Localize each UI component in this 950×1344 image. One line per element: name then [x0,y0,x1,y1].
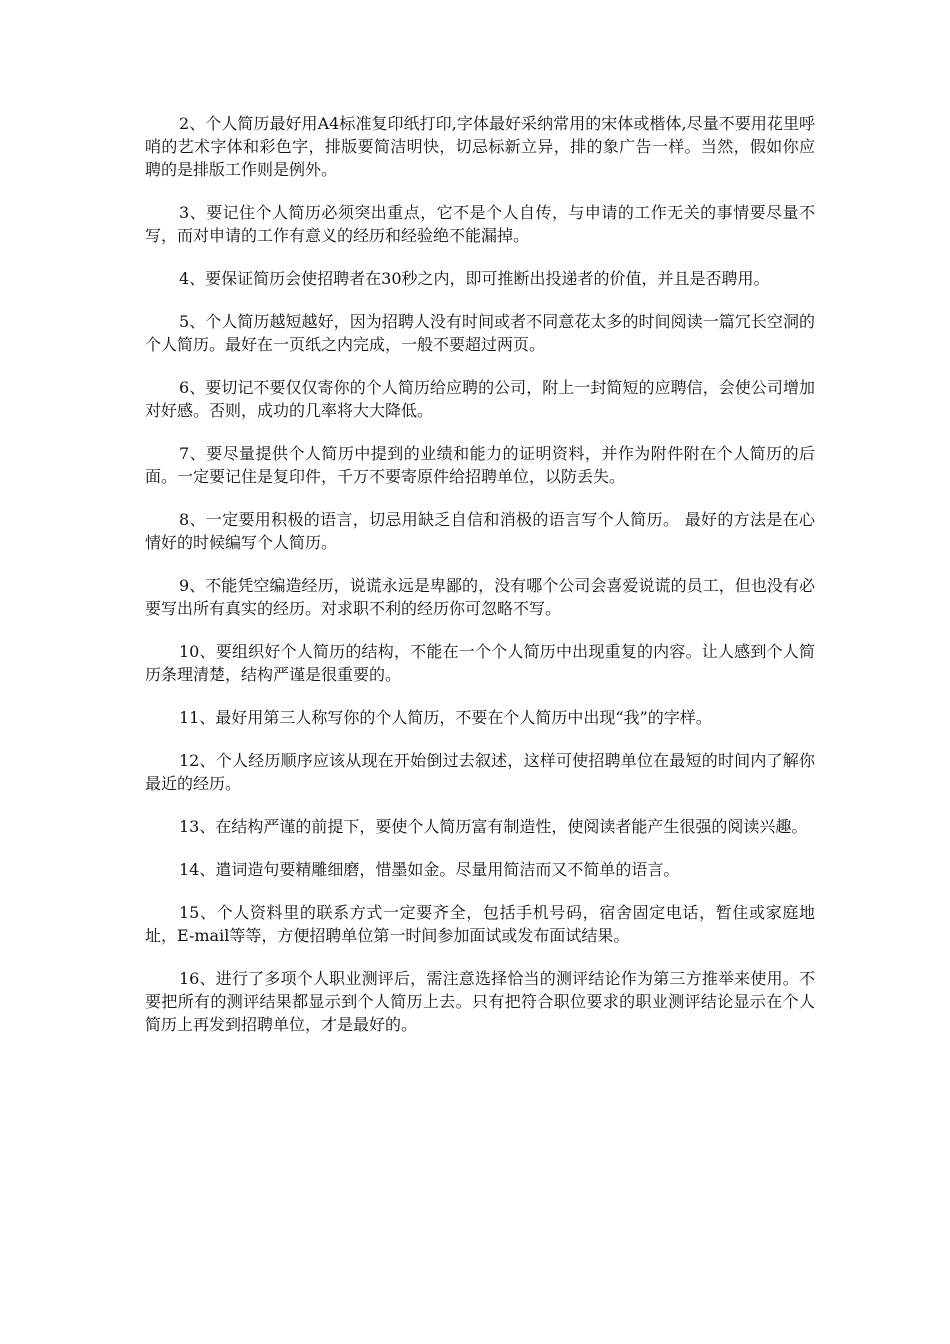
paragraph-4: 4、要保证简历会使招聘者在30秒之内，即可推断出投递者的价值，并且是否聘用。 [179,269,770,288]
paragraph-6: 6、要切记不要仅仅寄你的个人简历给应聘的公司，附上一封简短的应聘信，会使公司增加对好感。否则，成功的几率将大大降低。 [145,378,815,420]
document-body [145,112,815,1056]
paragraph-2: 2、个人简历最好用A4标准复印纸打印,字体最好采纳常用的宋体或楷体,尽量不要用花里呼哨的艺术字体和彩色字，排版要简洁明快，切忌标新立异，排的象广告一样。当然，假如你应聘的是排版工作则是例外。 [145,114,815,179]
paragraph-12: 12、个人经历顺序应该从现在开始倒过去叙述，这样可使招聘单位在最短的时间内了解你最近的经历。 [145,751,815,793]
paragraph-9: 9、不能凭空编造经历，说谎永远是卑鄙的，没有哪个公司会喜爱说谎的员工，但也没有必要写出所有真实的经历。对求职不利的经历你可忽略不写。 [145,576,815,618]
paragraph-10: 10、要组织好个人简历的结构，不能在一个个人简历中出现重复的内容。让人感到个人简历条理清楚，结构严谨是很重要的。 [145,642,815,684]
paragraph-11: 11、最好用第三人称写你的个人简历，不要在个人简历中出现“我”的字样。 [179,708,712,727]
paragraph-3: 3、要记住个人简历必须突出重点，它不是个人自传，与申请的工作无关的事情要尽量不写，而对申请的工作有意义的经历和经验绝不能漏掉。 [145,203,815,245]
paragraph-15: 15、个人资料里的联系方式一定要齐全，包括手机号码，宿舍固定电话，暂住或家庭地址，E-mail等等，方便招聘单位第一时间参加面试或发布面试结果。 [145,903,815,945]
paragraph-16: 16、进行了多项个人职业测评后，需注意选择恰当的测评结论作为第三方推举来使用。不要把所有的测评结果都显示到个人简历上去。只有把符合职位要求的职业测评结论显示在个人简历上再发到招聘单位，才是最好的。 [145,969,815,1034]
paragraph-5: 5、个人简历越短越好，因为招聘人没有时间或者不同意花太多的时间阅读一篇冗长空洞的个人简历。最好在一页纸之内完成，一般不要超过两页。 [145,312,815,354]
paragraph-8: 8、一定要用积极的语言，切忌用缺乏自信和消极的语言写个人简历。 最好的方法是在心情好的时候编写个人简历。 [145,510,815,552]
paragraph-14: 14、遣词造句要精雕细磨，惜墨如金。尽量用简洁而又不简单的语言。 [179,860,680,879]
paragraph-7: 7、要尽量提供个人简历中提到的业绩和能力的证明资料，并作为附件附在个人简历的后面。一定要记住是复印件，千万不要寄原件给招聘单位，以防丢失。 [145,444,815,486]
paragraph-13: 13、在结构严谨的前提下，要使个人简历富有制造性，使阅读者能产生很强的阅读兴趣。 [179,817,808,836]
